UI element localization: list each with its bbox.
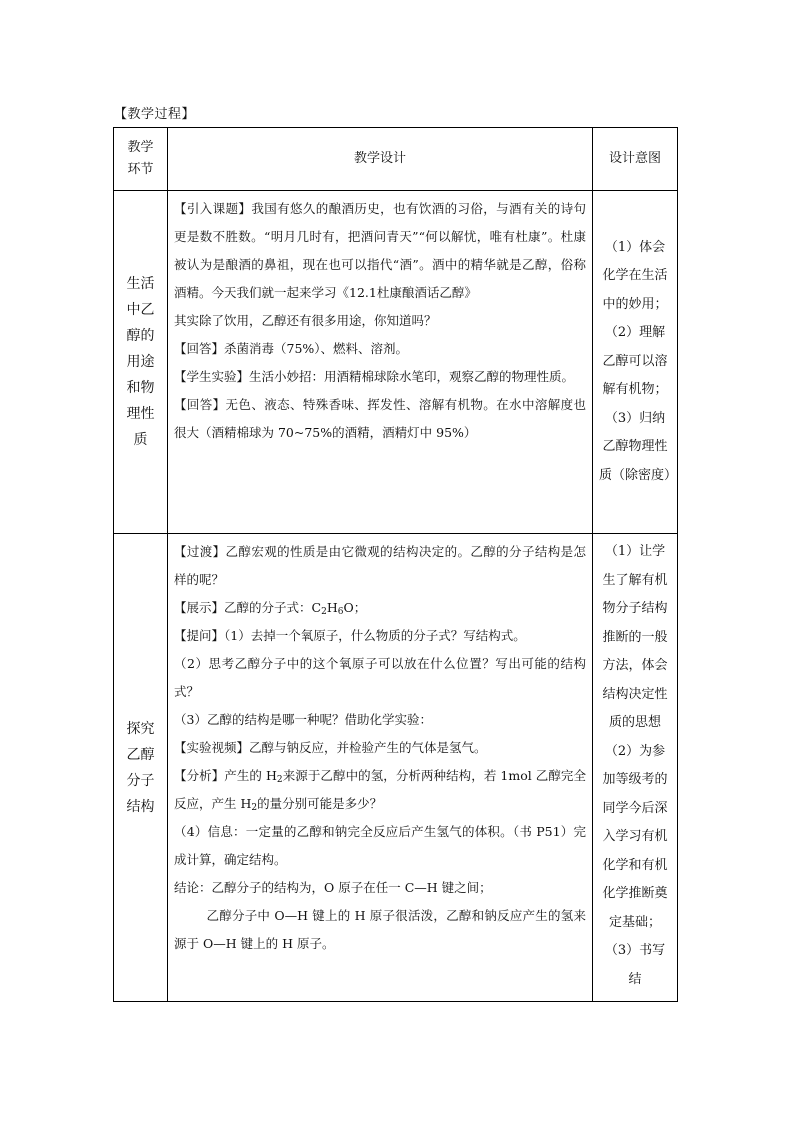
design-cell <box>168 191 593 534</box>
design-paragraph: 【引入课题】我国有悠久的酿酒历史，也有饮酒的习俗，与酒有关的诗句更是数不胜数。“明月几时有，把酒问青天”“何以解忧，唯有杜康”。杜康被认为是酿酒的鼻祖，现在也可以指代“酒”。酒中的精华就是乙醇，俗称酒精。今天我们就一起来学习《12.1杜康酿酒话乙醇》 <box>174 201 586 300</box>
table-row <box>114 191 678 534</box>
design-paragraph: 【展示】乙醇的分子式：$C_2H_6O$； <box>174 600 367 617</box>
design-paragraph: 【实验视频】乙醇与钠反应，并检验产生的气体是氢气。 <box>174 740 487 755</box>
design-cell <box>168 534 593 1002</box>
header-stage: 教学环节 <box>114 128 168 191</box>
table-header-row <box>114 128 678 191</box>
design-paragraph: （4）信息：一定量的乙醇和钠完全反应后产生氢气的体积。（书 P51）完成计算，确定结构。 <box>174 824 586 867</box>
header-intent: 设计意图 <box>593 128 678 191</box>
design-paragraph: 【回答】无色、液态、特殊香味、挥发性、溶解有机物。在水中溶解度也很大（酒精棉球为 70~75%的酒精，酒精灯中 95%） <box>174 397 586 440</box>
header-design: 教学设计 <box>168 128 593 191</box>
table-row <box>114 534 678 1002</box>
design-paragraph: 乙醇分子中 O—H 键上的 H 原子很活泼，乙醇和钠反应产生的氢来源于 O—H 键上的 H 原子。 <box>174 908 586 951</box>
design-paragraph: 【过渡】乙醇宏观的性质是由它微观的结构决定的。乙醇的分子结构是怎样的呢？ <box>174 544 586 587</box>
design-paragraph: 【分析】产生的 $H_2$来源于乙醇中的氢，分析两种结构，若 1mol 乙醇完全反应，产生 $H_2$的量分别可能是多少？ <box>174 768 586 813</box>
design-paragraph: 其实除了饮用，乙醇还有很多用途，你知道吗？ <box>174 313 437 328</box>
teaching-process-table <box>113 127 678 1002</box>
design-paragraph: 【回答】杀菌消毒（75%）、燃料、溶剂。 <box>174 341 409 356</box>
design-paragraph: 结论：乙醇分子的结构为，O 原子在任一 C—H 键之间； <box>174 880 492 895</box>
stage-cell: 探究乙醇分子结构 <box>114 534 168 1002</box>
design-paragraph: （2）思考乙醇分子中的这个氧原子可以放在什么位置？写出可能的结构式？ <box>174 656 586 699</box>
intent-cell: （1）让学生了解有机物分子结构推断的一般方法，体会结构决定性质的思想（2）为参加等级考的同学今后深入学习有机化学和有机化学推断奠定基础；（3）书写结 <box>593 534 678 1002</box>
stage-cell: 生活中乙醇的用途和物理性质 <box>114 191 168 534</box>
design-paragraph: 【提问】（1）去掉一个氧原子，什么物质的分子式？写结构式。 <box>174 628 526 643</box>
design-paragraph: （3）乙醇的结构是哪一种呢？借助化学实验： <box>174 712 432 727</box>
design-paragraph: 【学生实验】生活小妙招：用酒精棉球除水笔印，观察乙醇的物理性质。 <box>174 369 575 384</box>
section-title: 【教学过程】 <box>114 107 196 122</box>
intent-cell: （1）体会化学在生活中的妙用；（2）理解乙醇可以溶解有机物；（3）归纳乙醇物理性质（除密度） <box>593 191 678 534</box>
